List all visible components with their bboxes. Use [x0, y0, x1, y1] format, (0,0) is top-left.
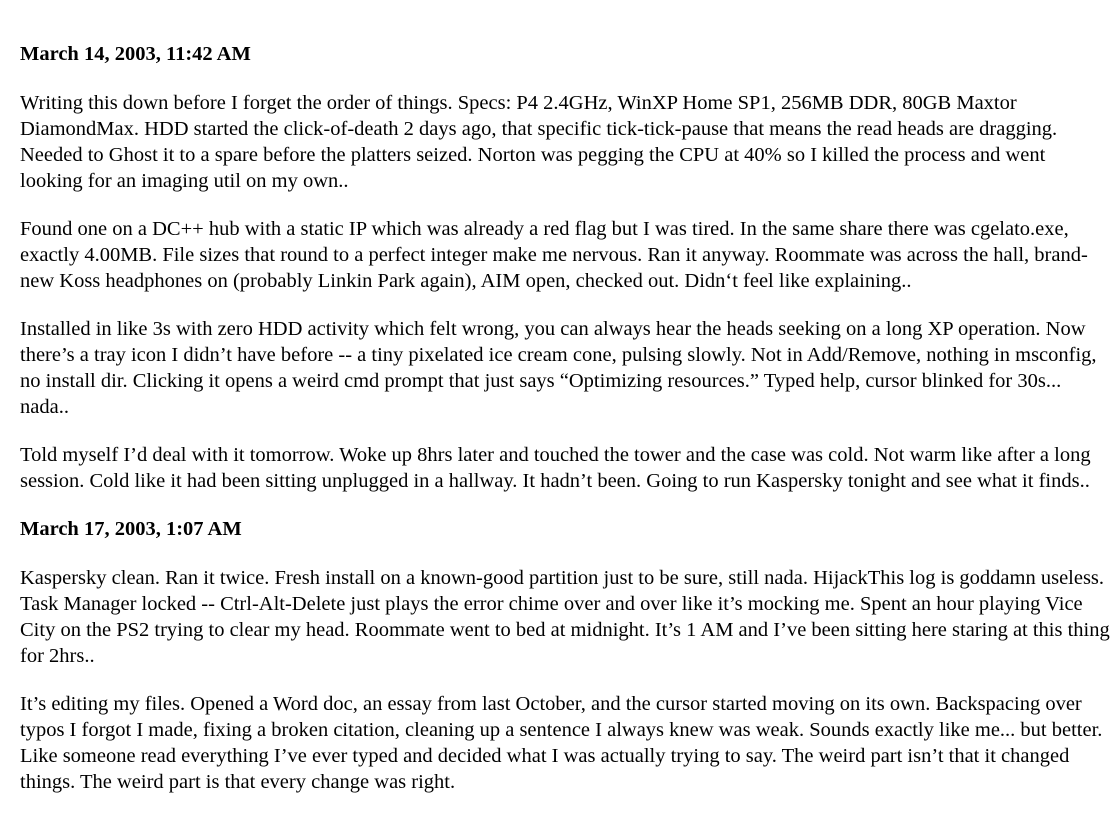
entry-paragraph: Kaspersky clean. Ran it twice. Fresh install on a known-good partition just to be sure, still nada. HijackThis log is goddamn useless. Task Manager locked -- Ctrl-Alt-Delete just plays the error chime over and over like it’s mocking me. Spent an hour playing Vice City on the PS2 trying to clear my head. Roommate went to bed at midnight. It’s 1 AM and I’ve been sitting here staring at this thing for 2hrs.. — [20, 567, 1110, 667]
entry-paragraph: Writing this down before I forget the order of things. Specs: P4 2.4GHz, WinXP Home SP1, 256MB DDR, 80GB Maxtor DiamondMax. HDD started the click-of-death 2 days ago, that specific tick-tick-pause that means the read heads are dragging. Needed to Ghost it to a spare before the platters seized. Norton was pegging the CPU at 40% so I killed the process and went looking for an imaging util on my own.. — [20, 92, 1058, 192]
journal-entry — [20, 516, 1112, 795]
journal-document — [20, 41, 1112, 817]
entry-paragraph: It’s editing my files. Opened a Word doc, an essay from last October, and the cursor started moving on its own. Backspacing over typos I forgot I made, fixing a broken citation, cleaning up a sentence I always knew was weak. Sounds exactly like me... but better. Like someone read everything I’ve ever typed and decided what I was actually trying to say. The weird part isn’t that it changed things. The weird part is that every change was right. — [20, 693, 1103, 793]
entry-paragraph: Told myself I’d deal with it tomorrow. Woke up 8hrs later and touched the tower and the case was cold. Not warm like after a long session. Cold like it had been sitting unplugged in a hallway. It hadn’t been. Going to run Kaspersky tonight and see what it finds.. — [20, 444, 1091, 492]
entry-paragraph: Installed in like 3s with zero HDD activity which felt wrong, you can always hear the heads seeking on a long XP operation. Now there’s a tray icon I didn’t have before -- a tiny pixelated ice cream cone, pulsing slowly. Not in Add/Remove, nothing in msconfig, no install dir. Clicking it opens a weird cmd prompt that just says “Optimizing resources.” Typed help, cursor blinked for 30s... nada.. — [20, 318, 1097, 418]
journal-entry — [20, 41, 1112, 494]
entry-heading: March 14, 2003, 11:42 AM — [20, 43, 251, 65]
entry-heading: March 17, 2003, 1:07 AM — [20, 518, 242, 540]
entry-paragraph: Found one on a DC++ hub with a static IP which was already a red flag but I was tired. In the same share there was cgelato.exe, exactly 4.00MB. File sizes that round to a perfect integer make me nervous. Ran it anyway. Roommate was across the hall, brand-new Koss headphones on (probably Linkin Park again), AIM open, checked out. Didn‘t feel like explaining.. — [20, 218, 1088, 292]
